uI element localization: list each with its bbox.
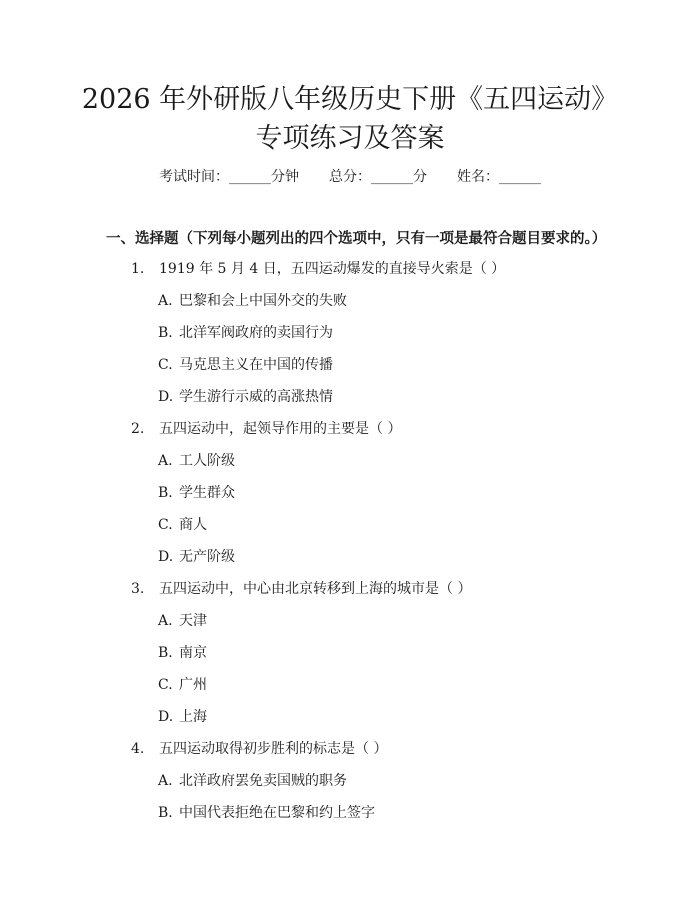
question-number: 2. bbox=[131, 421, 145, 437]
question-text: 五四运动取得初步胜利的标志是（ ） bbox=[159, 741, 388, 757]
exam-time-field: 考试时间：______分钟 bbox=[159, 169, 299, 185]
question-2-option-a: A. 工人阶级 bbox=[158, 453, 235, 469]
question-2-option-b: B. 学生群众 bbox=[158, 485, 235, 501]
question-3-option-a: A. 天津 bbox=[158, 613, 207, 629]
question-1-option-b: B. 北洋军阀政府的卖国行为 bbox=[158, 325, 333, 341]
question-1-option-a: A. 巴黎和会上中国外交的失败 bbox=[158, 293, 347, 309]
question-1 bbox=[131, 259, 505, 279]
question-2 bbox=[131, 419, 401, 439]
question-number: 1. bbox=[131, 261, 145, 277]
question-number: 3. bbox=[131, 581, 145, 597]
question-4-option-a: A. 北洋政府罢免卖国贼的职务 bbox=[158, 773, 347, 789]
question-text: 五四运动中，起领导作用的主要是（ ） bbox=[159, 421, 402, 437]
question-2-option-d: D. 无产阶级 bbox=[158, 549, 235, 565]
question-1-option-c: C. 马克思主义在中国的传播 bbox=[158, 357, 333, 373]
question-number: 4. bbox=[131, 741, 145, 757]
question-text: 1919 年 5 月 4 日，五四运动爆发的直接导火索是（ ） bbox=[159, 261, 506, 277]
section-heading-multiple-choice: 一、选择题（下列每小题列出的四个选项中，只有一项是最符合题目要求的。） bbox=[106, 230, 607, 247]
question-3-option-c: C. 广州 bbox=[158, 677, 207, 693]
question-text: 五四运动中，中心由北京转移到上海的城市是（ ） bbox=[159, 581, 472, 597]
total-score-field: 总分：______分 bbox=[329, 169, 427, 185]
question-3 bbox=[131, 579, 471, 599]
document-title-line-2: 专项练习及答案 bbox=[255, 123, 445, 154]
question-4 bbox=[131, 739, 387, 759]
question-1-option-d: D. 学生游行示威的高涨热情 bbox=[158, 389, 333, 405]
question-4-option-b: B. 中国代表拒绝在巴黎和约上签字 bbox=[158, 805, 375, 821]
document-title-line-1: 2026 年外研版八年级历史下册《五四运动》 bbox=[81, 84, 619, 115]
student-name-field: 姓名：______ bbox=[457, 169, 541, 185]
question-2-option-c: C. 商人 bbox=[158, 517, 207, 533]
question-3-option-b: B. 南京 bbox=[158, 645, 207, 661]
exam-meta-row bbox=[0, 167, 700, 187]
question-3-option-d: D. 上海 bbox=[158, 709, 207, 725]
